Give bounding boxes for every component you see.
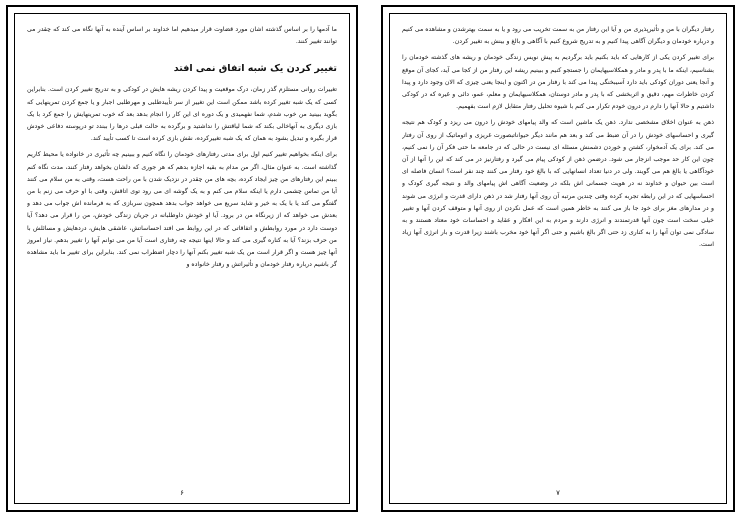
left-page	[6, 5, 358, 512]
left-page-border	[14, 13, 350, 504]
left-paragraph-1: تغییرات روانی مستلزم گذر زمان، درک موقعیت و پیدا کردن ریشه هایش در کودکی و به تدریج تغییر کردن است. بنابراین کسی که یک شبه تغییر کرده باشد ممکن است این تغییر از سر تأییدطلبی و مهرطلبی اجبار و یا جمع کردن تمرینهایی که بگوید ببینید من خوب شدم، شما نفهمیدی و یک دوره ای این کار را انجام بدهد بعد که خوب تمرینهایش را جمع کرد با یک بازی دیگری به آنهاخالی بکند که شما لیاقتش را نداشتید و برگرده به حالت قبلی درها را ببندد تو درپوسته دفاعی خودش قرار بگیره و تبدیل بشود به همان که یک شبه تغییرکرده، نقش بازی کرده است تا کسب تأیید کند.	[27, 86, 337, 143]
section-heading: تغییر کردن یک شبه اتفاق نمی افتد	[173, 63, 337, 75]
right-page-border	[389, 13, 727, 504]
right-page-content	[402, 24, 714, 479]
left-page-content	[27, 24, 337, 479]
right-paragraph-1: رفتار دیگران با من و تأثیرپذیری من و آیا این رفتار من به سمت تخریب می رود و یا به سمت بهترشدن و مشاهده می کنیم و درباره خودمان و دیگران آگاهی پیدا کنیم و به تدریج شروع کنیم با آگاهی و بالغ و بینش به تغییر کردن.	[402, 26, 714, 46]
right-paragraph-3: ذهن به عنوان اخلاق مشخصی ندارد. ذهن یک ماشین است که والد پیامهای خودش را درون می ریزد و کودک هم نتیجه گیری و احساسهای خودش را در آن ضبط می کند و بعد هم مانند دیگر حیواناتبصورت غریزی و اتوماتیک از روی آن رفتار می کند. برای یک آدمخوار، کشتن و خوردن دشمنش مسئله ای نیست در حالی که در جامعه ما حتی فکر آن را نمی کنیم، چون این کار حد موجب انزجار می شود. درضمن ذهن از کودکی پیام می گیرد و رفتارنیز در می کند که این را آنها از آن خودآگاهی یا بالغ هم می گویند. ولی در دنیا تعداد انسانهایی که با بالغ خود رفتار می کنند چند نفر است؟ انسان فاصله ای است بین حیوان و خداوند نه در هویت جسمانی اش بلکه در وضعیت آگاهی اش پیامهای والد و نتیجه گیری کودک و احساسهایی که در این رابطه تجربه کرده وقتی چندین مرتبه آن روی آنها رفتار شد در ذهن دارای قدرت و انرژی می شوند و در مدارهای مغز برای خود جا باز می کنند به خاطر همین است که عمل نکردن از روی آنها و متوقف کردن آنها و تغییر خیلی سخت است چون آنها قدرتمندند و انرژی دارند و مردم به این افکار و عقاید و احساسات خود معتاد هستند و به سادگی نمی توان آنها را به کناری زد حتی اگر بالغ باشیم و حتی اگر آنها خود مخرب باشند زیرا قدرت و بار انرژی آنها زیاد است.	[402, 119, 714, 249]
left-paragraph-2: برای اینکه بخواهیم تغییر کنیم اول برای مدتی رفتارهای خودمان را نگاه کنیم و ببینیم چه تأثیری در خانواده یا محیط کاریم گذاشته است. به عنوان مثال، اگر من مدام به بقیه اجازه بدهم که هر جوری که دلشان بخواهد رفتار کنند، مدت نگاه کنم ببینم این رفتارهای من چیز ایجاد کرده، بچه های من چقدر در نزدیک شدن با من راحت هست، وقتی به من سلام می کنند آیا من تماس چشمی دارم یا اینکه سلام می کنم و به یک گوشه ای می رود توی اتاقش، وقتی با او حرف می زنم با من گفتگو می کند یا با یک به خیر و شاید سریع می خواهد جواب بدهد همچون سربازی که به فرمانده اش جواب می دهد و بعدش می خواهد که از زیرنگاه من در برود. آیا او خودش داوطلبانه در جریان زندگی خودش، من را قرار می دهد؟ آیا دوست دارد در مورد روابطش و اتفاقاتی که در این روابط می افتد احساساتش، عاشقی هایش، دردهایش و مسائلش با من حرف بزند؟ آیا به کناره گیری می کند و حالا اینها نتیجه چه رفتاری است آیا من می توانم آنها را تغییر بدهم. نیاز امروز آنها چیز هست و اگر قرار است من یک شبه تغییر بکنم آنها را دچار اضطراب نمی کند. بنابراین برای تغییر ما باید مشاهده گر باشیم درباره رفتار خودمان و تأثیراتش و رفتار خانواده و	[27, 151, 337, 269]
right-paragraph-2: برای تغییر کردن یکی از کارهایی که باید بکنیم باید برگردیم به پیش نویس زندگی خودمان و ریشه های گذشته خودمان را بشناسیم، اینکه ما با پدر و مادر و همکلاسیهایمان را جستجو کنیم و ببینیم ریشه این رفتار من از کجا می آید، کجای آن موقع و آنجا یعنی دوران کودکی باید دارد آسیبخنگی پیدا می کند با رفتار من در اکنون و اینجا یعنی چیزی که الان وجود دارد و پیدا کردن خاطرات مهم، دقیق و اثربخشی که با پدر و مادر دوستان، همکلاسیهایمان و معلم، عمو، دائی و غیره که در کودکی داشتیم و حالا آنها را دارم در درون خودم تکرار می کنم با شیوه تحلیل رفتار متقابل لازم است بفهمیم.	[402, 54, 714, 111]
left-intro-paragraph: ما آدمها را بر اساس گذشته اشان مورد قضاوت قرار میدهیم اما خداوند بر اساس آینده به آنها نگاه می کند که چقدر می توانند تغییر کنند.	[27, 26, 337, 46]
right-page-number: ۷	[556, 489, 560, 497]
left-page-number: ۶	[180, 489, 184, 497]
right-page	[381, 5, 735, 512]
